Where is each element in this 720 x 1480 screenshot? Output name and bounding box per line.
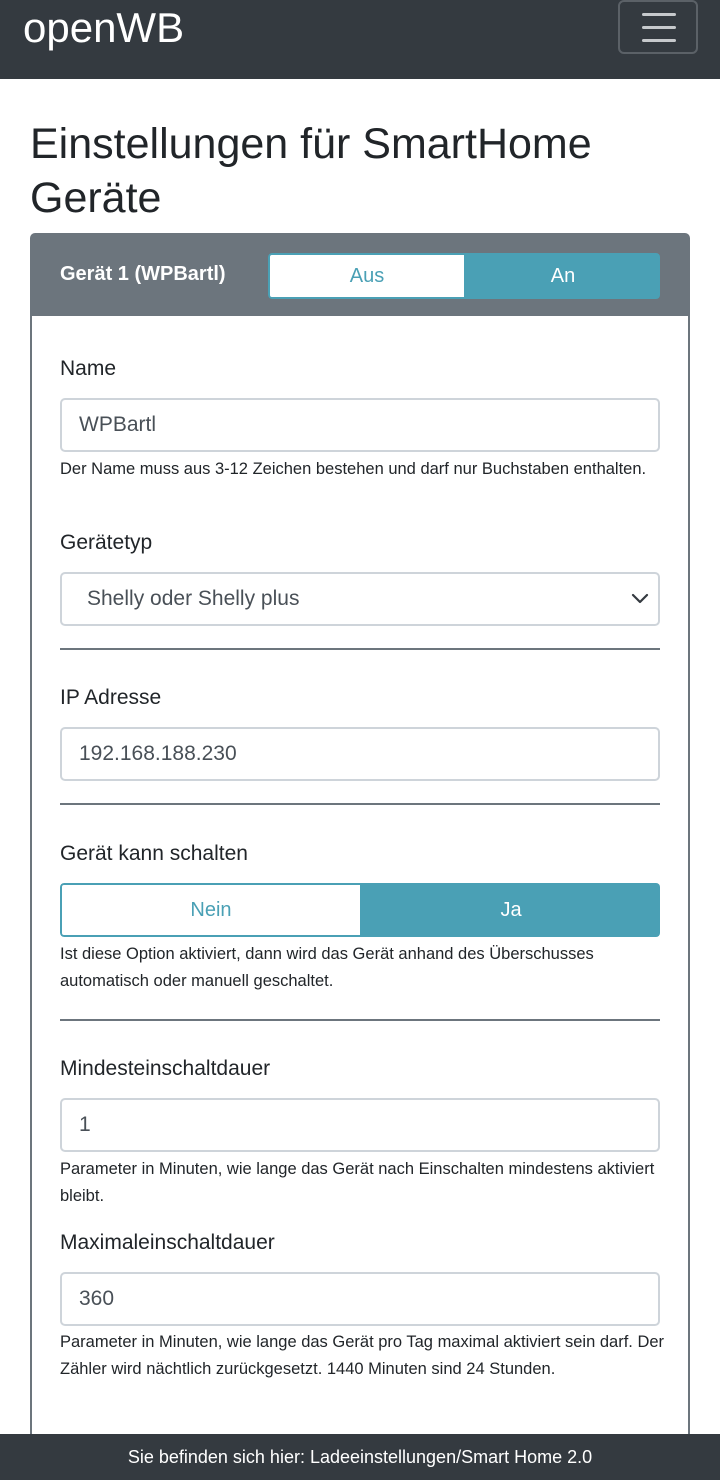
max-on-duration-help-text: Parameter in Minuten, wie lange das Gerät pro Tag maximal aktiviert sein darf. Der Zähler wird nächtlich zurückgesetzt. 1440 Minuten sind 24 Stunden. xyxy=(60,1333,665,1378)
min-on-duration-help-text: Parameter in Minuten, wie lange das Gerät nach Einschalten mindestens aktiviert bleibt. xyxy=(60,1160,655,1205)
name-field[interactable]: WPBartl xyxy=(60,398,660,452)
min-on-duration-field[interactable]: 1 xyxy=(60,1098,660,1152)
chevron-down-icon xyxy=(630,588,650,608)
can-switch-yes-button[interactable]: Ja xyxy=(362,883,660,937)
device-card-header xyxy=(32,235,688,316)
can-switch-help-text: Ist diese Option aktiviert, dann wird das Gerät anhand des Überschusses automatisch oder manuell geschaltet. xyxy=(60,945,594,990)
power-off-button[interactable]: Aus xyxy=(268,253,466,299)
min-on-duration-label: Mindesteinschaltdauer xyxy=(60,1057,271,1080)
navbar xyxy=(0,0,720,79)
max-on-duration-field[interactable]: 360 xyxy=(60,1272,660,1326)
section-divider xyxy=(60,648,660,650)
name-help-text: Der Name muss aus 3-12 Zeichen bestehen und darf nur Buchstaben enthalten. xyxy=(60,460,647,478)
power-on-button[interactable]: An xyxy=(466,253,660,299)
can-switch-label: Gerät kann schalten xyxy=(60,842,248,865)
ip-address-field[interactable]: 192.168.188.230 xyxy=(60,727,660,781)
brand-logo[interactable]: openWB xyxy=(23,4,185,51)
device-power-toggle xyxy=(268,253,660,299)
can-switch-toggle xyxy=(60,883,660,937)
section-divider xyxy=(60,803,660,805)
page-title: Einstellungen für SmartHome Geräte xyxy=(30,120,592,222)
device-type-selected-value: Shelly oder Shelly plus xyxy=(87,587,300,610)
ip-address-label: IP Adresse xyxy=(60,686,162,709)
device-title: Gerät 1 (WPBartl) xyxy=(60,263,226,285)
device-type-select[interactable] xyxy=(60,572,660,626)
hamburger-menu-icon[interactable] xyxy=(618,0,698,54)
section-divider xyxy=(60,1019,660,1021)
max-on-duration-label: Maximaleinschaltdauer xyxy=(60,1231,275,1254)
footer-breadcrumb: Sie befinden sich hier: Ladeeinstellungen/Smart Home 2.0 xyxy=(0,1434,720,1480)
name-label: Name xyxy=(60,357,117,380)
device-type-label: Gerätetyp xyxy=(60,531,153,554)
can-switch-no-button[interactable]: Nein xyxy=(60,883,362,937)
